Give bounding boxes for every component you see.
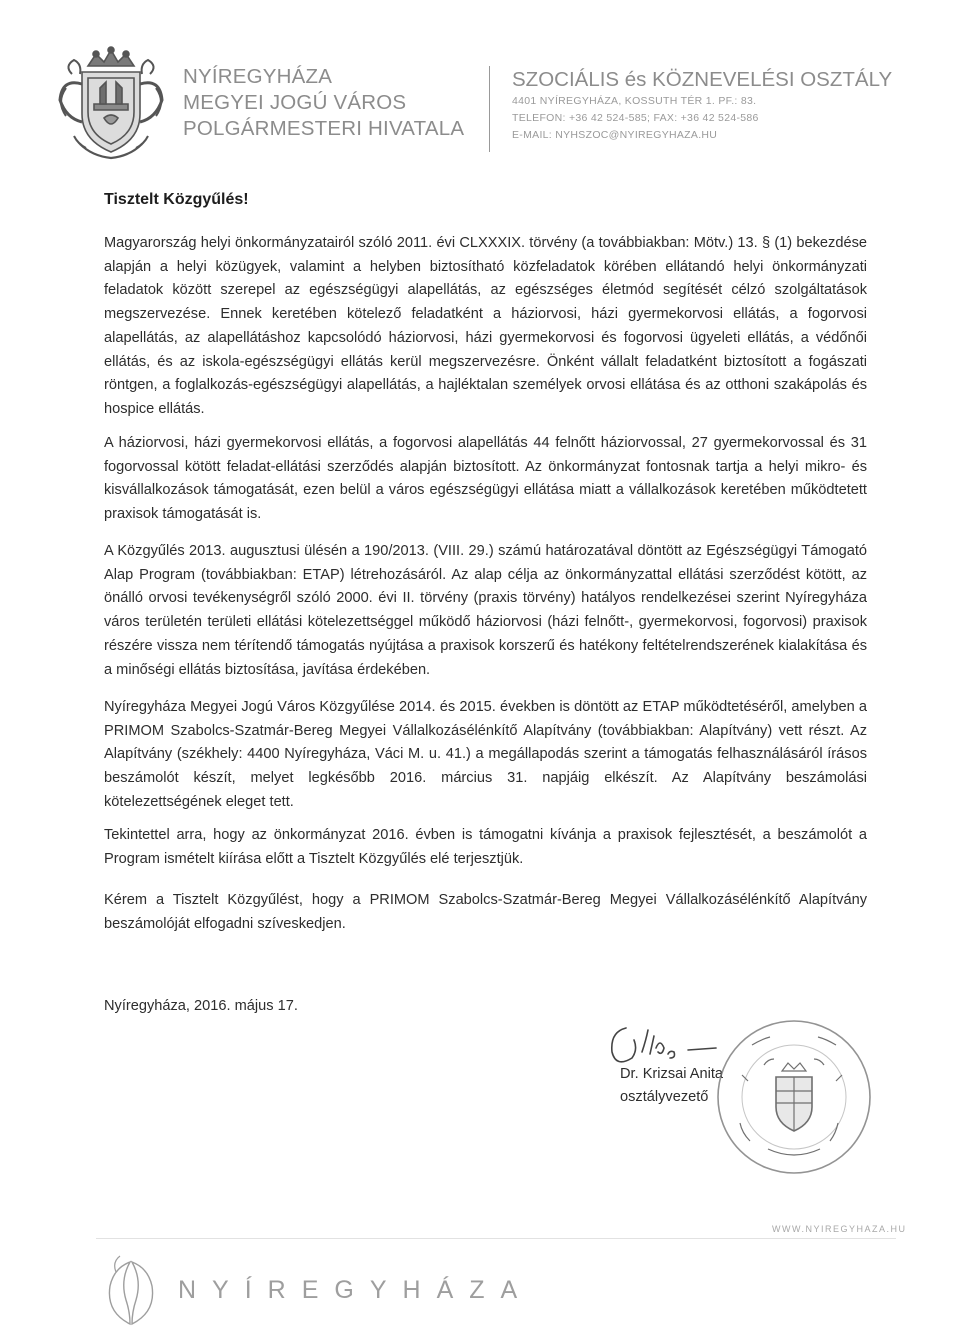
paragraph-1: Magyarország helyi önkormányzatairól szóló 2011. évi CLXXXIX. törvény (a továbbiakban: Mötv.) 13. § (1) bekezdése alapján a helyi közügyek, valamint a helyben biztosítható közfeladatok körében ellátandó helyi önkormányzati feladatok között szerepel az egészségügyi alapellátás, az egészséges életmód segítését célzó szolgáltatások megszervezése. Ennek keretében kötelező feladatként a háziorvosi, házi gyermekorvosi ellátás, a fogorvosi alapellátás, az alapellátáshoz kapcsolódó háziorvosi, házi gyermekorvosi és fogorvosi ügyeleti ellátás, a védőnői ellátás, és az iskola-egészségügyi ellátás kerül megszervezésre. Önként vállalt feladatként biztosított a fogászati röntgen, a foglalkozás-egészségügyi alapellátás, a hajléktalan személyek orvosi ellátása és az otthoni szakápolás és hospice ellátás. <box>104 235 867 417</box>
dateline: Nyíregyháza, 2016. május 17. <box>104 998 298 1014</box>
department-block <box>512 67 892 144</box>
city-coat-of-arms <box>52 44 170 160</box>
signer-title: osztályvezető <box>620 1089 709 1105</box>
salutation: Tisztelt Közgyűlés! <box>104 191 249 208</box>
department-address: 4401 NYÍREGYHÁZA, KOSSUTH TÉR 1. PF.: 83. <box>512 95 757 107</box>
official-stamp <box>712 1015 876 1179</box>
office-name-line3: POLGÁRMESTERI HIVATALA <box>183 117 465 140</box>
paragraph-3: A Közgyűlés 2013. augusztusi ülésén a 190/2013. (VIII. 29.) számú határozatával döntött az Egészségügyi Támogató Alap Program (továbbiakban: ETAP) létrehozásáról. Az alap célja az önkormányzattal ellátási szerződést kötött, az önálló orvosi tevékenységről szóló 2000. évi II. törvény (praxis törvény) hatályos rendelkezései szerint Nyíregyháza város területén területi ellátási kötelezettséggel működő háziorvosi (házi felnőtt-, gyermekorvosi, fogorvosi) praxisok részére vissza nem térítendő támogatás nyújtása a praxisok korszerű és hatékony feltételrendszerének kialakítása és a minőségi ellátás biztosítása, javítása érdekében. <box>104 543 867 678</box>
footer-divider <box>96 1238 896 1239</box>
city-brand-logo <box>100 1252 162 1330</box>
signer-name: Dr. Krizsai Anita <box>620 1066 724 1082</box>
footer-website: WWW.NYIREGYHAZA.HU <box>772 1224 907 1234</box>
department-email: E-MAIL: NYHSZOC@NYIREGYHAZA.HU <box>512 129 718 141</box>
office-name-line1: NYÍREGYHÁZA <box>183 65 333 88</box>
paragraph-2: A háziorvosi, házi gyermekorvosi ellátás, a fogorvosi alapellátás 44 felnőtt háziorvossal, 27 gyermekorvossal és 31 fogorvossal kötött feladat-ellátási szerződés alapján biztosított. Az önkormányzat fontosnak tartja a helyi mikro- és kisvállalkozások támogatását, ezen belül a város egészségügyi ellátása miatt a vállalkozások keretében működtetett praxisok támogatását is. <box>104 435 867 523</box>
department-phone: TELEFON: +36 42 524-585; FAX: +36 42 524-586 <box>512 112 759 124</box>
paragraph-4: Nyíregyháza Megyei Jogú Város Közgyűlése 2014. és 2015. években is döntött az ETAP működtetéséről, amelyben a PRIMOM Szabolcs-Szatmár-Bereg Megyei Vállalkozásélénkítő Alapítvány (továbbiakban: Alapítvány) vett részt. Az Alapítvány (székhely: 4400 Nyíregyháza, Váci M. u. 41.) a megállapodás szerint a támogatás felhasználásáról írásos beszámolót készít, melyet legkésőbb 2016. március 31. napjáig elkészít. Az Alapítvány beszámolási kötelezettségének eleget tett. <box>104 699 867 810</box>
department-name: SZOCIÁLIS és KÖZNEVELÉSI OSZTÁLY <box>512 68 893 91</box>
paragraph-5: Tekintettel arra, hogy az önkormányzat 2016. évben is támogatni kívánja a praxisok fejlesztését, a beszámolót a Program ismételt kiírása előtt a Tisztelt Közgyűlés elé terjesztjük. <box>104 827 867 867</box>
paragraph-6: Kérem a Tisztelt Közgyűlést, hogy a PRIMOM Szabolcs-Szatmár-Bereg Megyei Vállalkozásélénkítő Alapítvány beszámolóját elfogadni szíveskedjen. <box>104 892 867 932</box>
office-name-line2: MEGYEI JOGÚ VÁROS <box>183 91 407 114</box>
footer-brand-name: NYÍREGYHÁZA <box>178 1276 534 1304</box>
header-divider <box>489 66 490 152</box>
office-name-block <box>183 64 464 142</box>
